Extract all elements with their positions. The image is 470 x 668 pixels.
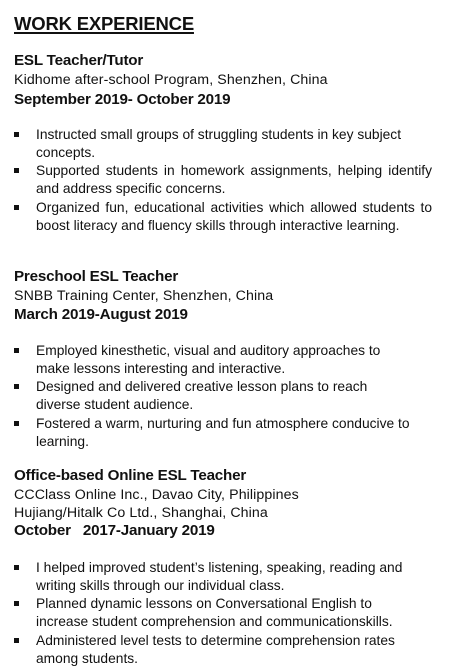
section-heading: WORK EXPERIENCE — [14, 13, 194, 34]
list-item: Fostered a warm, nurturing and fun atmosphere conducive to learning. — [14, 415, 454, 451]
list-item: Administered level tests to determine comprehension rates among students. — [14, 632, 424, 668]
bullet-icon — [14, 601, 19, 606]
bullet-icon — [14, 421, 19, 426]
job-title: ESL Teacher/Tutor — [14, 52, 144, 69]
list-item: I helped improved student’s listening, speaking, reading and writing skills through our individual class. — [14, 559, 424, 595]
job-bullet-list — [14, 559, 424, 668]
job-dates: October 2017-January 2019 — [14, 522, 215, 539]
job-organization: CCClass Online Inc., Davao City, Philippines — [14, 487, 299, 503]
bullet-icon — [14, 638, 19, 643]
list-item: Supported students in homework assignments, helping identify and address specific concerns. — [14, 162, 432, 198]
bullet-icon — [14, 348, 19, 353]
job-dates: March 2019-August 2019 — [14, 306, 188, 323]
job-organization: Kidhome after-school Program, Shenzhen, China — [14, 72, 328, 88]
bullet-icon — [14, 205, 19, 210]
job-bullet-list — [14, 126, 432, 235]
job-organization: SNBB Training Center, Shenzhen, China — [14, 288, 274, 304]
list-item: Instructed small groups of struggling students in key subject concepts. — [14, 126, 432, 162]
job-dates: September 2019- October 2019 — [14, 91, 231, 108]
bullet-icon — [14, 565, 19, 570]
list-item: Planned dynamic lessons on Conversational English to increase student comprehension and communicationskills. — [14, 595, 424, 631]
job-bullet-list — [14, 342, 410, 451]
job-title: Office-based Online ESL Teacher — [14, 467, 247, 484]
bullet-icon — [14, 384, 19, 389]
list-item: Designed and delivered creative lesson plans to reach diverse student audience. — [14, 378, 394, 414]
list-item: Organized fun, educational activities which allowed students to boost literacy and fluency skills through interactive learning. — [14, 199, 432, 235]
job-organization: Hujiang/Hitalk Co Ltd., Shanghai, China — [14, 505, 268, 521]
bullet-icon — [14, 168, 19, 173]
list-item: Employed kinesthetic, visual and auditory approaches to make lessons interesting and interactive. — [14, 342, 394, 378]
job-title: Preschool ESL Teacher — [14, 268, 179, 285]
bullet-icon — [14, 132, 19, 137]
